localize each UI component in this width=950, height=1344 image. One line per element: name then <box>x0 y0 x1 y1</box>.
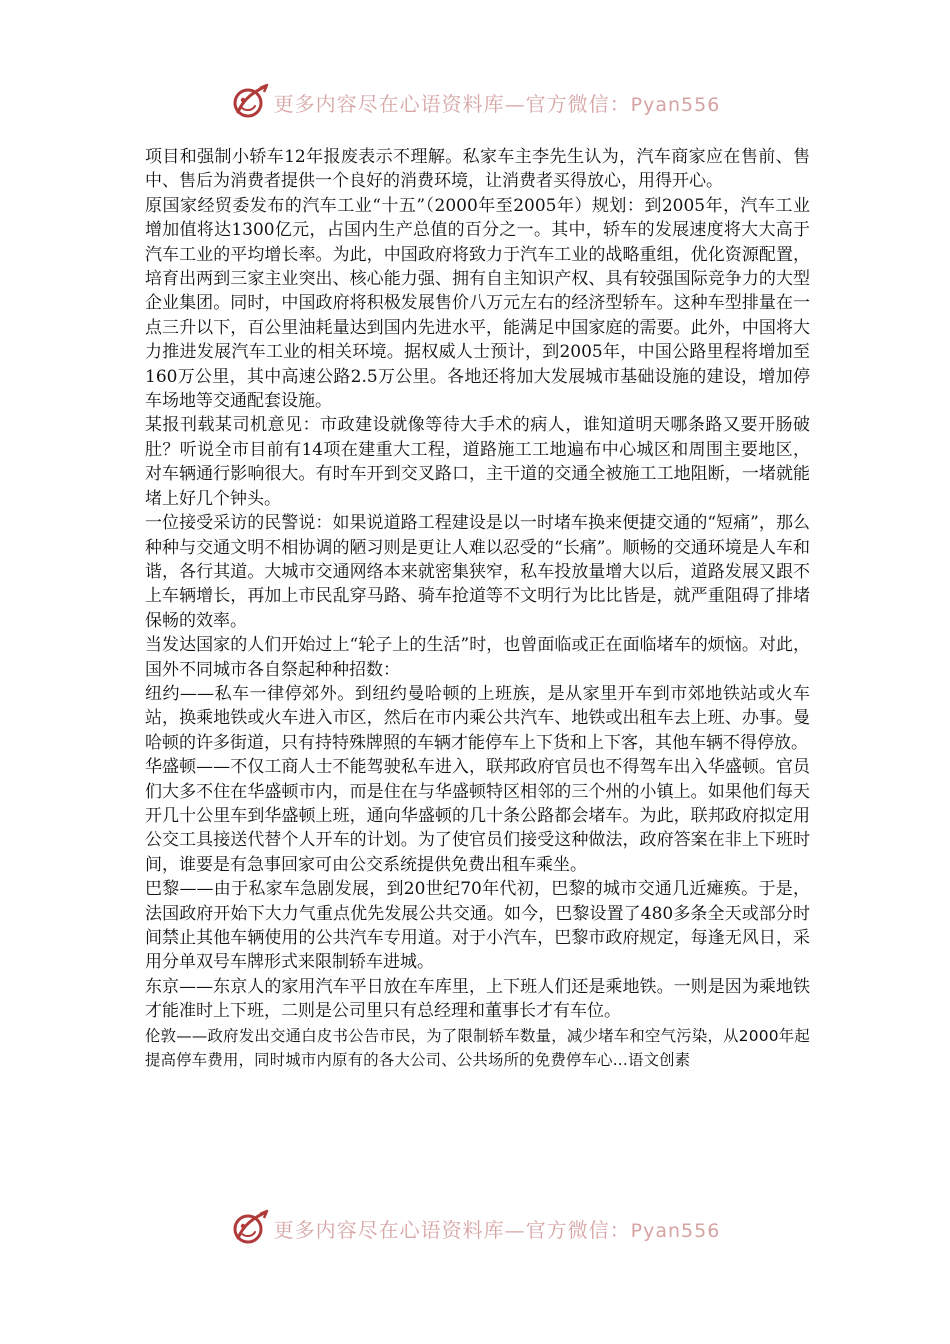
brand-logo-icon <box>230 1208 270 1248</box>
paragraph-new-york: 纽约——私车一律停郊外。到纽约曼哈顿的上班族，是从家里开车到市郊地铁站或火车站，换乘地铁或火车进入市区，然后在市内乘公共汽车、地铁或出租车去上班、办事。曼哈顿的许多街道，只有持特殊牌照的车辆才能停车上下货和上下客，其他车辆不得停放。 <box>145 683 810 753</box>
header-banner <box>0 80 950 124</box>
header-banner-inner <box>230 82 721 122</box>
footer-banner-inner <box>230 1208 721 1248</box>
paragraph-driver-opinion: 某报刊载某司机意见：市政建设就像等待大手术的病人，谁知道明天哪条路又要开肠破肚？听说全市目前有14项在建重大工程，道路施工工地遍布中心城区和周围主要地区，对车辆通行影响很大。有时车开到交叉路口，主干道的交通全被施工工地阻断，一堵就能堵上好几个钟头。 <box>145 415 810 509</box>
paragraph-police-comment: 一位接受采访的民警说：如果说道路工程建设是以一时堵车换来便捷交通的“短痛”，那么种种与交通文明不相协调的陋习则是更让人难以忍受的“长痛”。顺畅的交通环境是人车和谐，各行其道。大城市交通网络本来就密集狭窄，私车投放量增大以后，道路发展又跟不上车辆增长，再加上市民乱穿马路、骑车抢道等不文明行为比比皆是，就严重阻碍了排堵保畅的效率。 <box>145 513 810 631</box>
paragraph-foreign-cities-intro: 当发达国家的人们开始过上“轮子上的生活”时，也曾面临或正在面临堵车的烦恼。对此，国外不同城市各自祭起种种招数： <box>145 635 810 680</box>
paragraph-washington: 华盛顿——不仅工商人士不能驾驶私车进入，联邦政府官员也不得驾车出入华盛顿。官员们大多不住在华盛顿市内，而是住在与华盛顿特区相邻的三个州的小镇上。如果他们每天开几十公里车到华盛顿上班，通向华盛顿的几十条公路都会堵车。为此，联邦政府拟定用公交工具接送代替个人开车的计划。为了使官员们接受这种做法，政府答案在非上下班时间，谁要是有急事回家可由公交系统提供免费出租车乘坐。 <box>145 757 810 875</box>
paragraph-auto-industry-plan: 原国家经贸委发布的汽车工业“十五”（2000年至2005年）规划：到2005年，汽车工业增加值将达1300亿元，占国内生产总值的百分之一。其中，轿车的发展速度将大大高于汽车工业的平均增长率。为此，中国政府将致力于汽车工业的战略重组，优化资源配置，培育出两到三家主业突出、核心能力强、拥有自主知识产权、具有较强国际竞争力的大型企业集团。同时，中国政府将积极发展售价八万元左右的经济型轿车。这种车型排量在一点三升以下，百公里油耗量达到国内先进水平，能满足中国家庭的需要。此外，中国将大力推进发展汽车工业的相关环境。据权威人士预计，到2005年，中国公路里程将增加至160万公里，其中高速公路2.5万公里。各地还将加大发展城市基础设施的建设，增加停车场地等交通配套设施。 <box>145 195 810 412</box>
footer-wechat-id: Pyan556 <box>630 1219 721 1242</box>
footer-banner-label: 更多内容尽在心语资料库—官方微信： <box>273 1217 631 1242</box>
document-body <box>145 145 810 1072</box>
header-banner-text <box>274 88 721 117</box>
header-wechat-id: Pyan556 <box>630 93 721 116</box>
footer-banner <box>0 1206 950 1250</box>
header-banner-label: 更多内容尽在心语资料库—官方微信： <box>273 91 631 116</box>
paragraph-intro: 项目和强制小轿车12年报废表示不理解。私家车主李先生认为，汽车商家应在售前、售中、售后为消费者提供一个良好的消费环境，让消费者买得放心，用得开心。 <box>145 147 810 192</box>
footer-banner-text <box>274 1214 721 1243</box>
brand-logo-icon <box>230 82 270 122</box>
paragraph-london: 伦敦——政府发出交通白皮书公告市民，为了限制轿车数量，减少堵车和空气污染，从2000年起提高停车费用，同时城市内原有的各大公司、公共场所的免费停车心...语文创素 <box>145 1026 810 1070</box>
paragraph-tokyo: 东京——东京人的家用汽车平日放在车库里，上下班人们还是乘地铁。一则是因为乘地铁才能准时上下班，二则是公司里只有总经理和董事长才有车位。 <box>145 976 810 1022</box>
paragraph-paris: 巴黎——由于私家车急剧发展，到20世纪70年代初，巴黎的城市交通几近瘫痪。于是，法国政府开始下大力气重点优先发展公共交通。如今，巴黎设置了480多条全天或部分时间禁止其他车辆使用的公共汽车专用道。对于小汽车，巴黎市政府规定，每逢无风日，采用分单双号车牌形式来限制轿车进城。 <box>145 879 810 973</box>
